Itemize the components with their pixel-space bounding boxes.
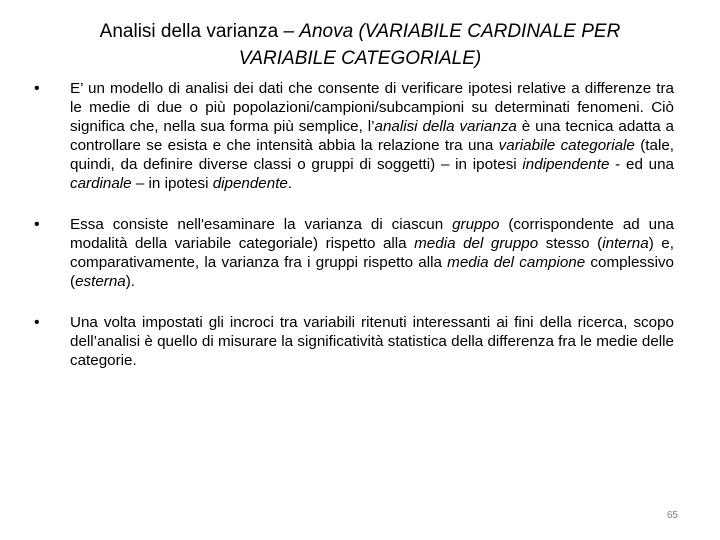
bullet-marker: •	[34, 216, 40, 233]
slide-title-part1: Analisi della varianza –	[99, 21, 300, 42]
bullet-text-segment: complessivo (	[70, 254, 674, 290]
bullet-text	[70, 215, 674, 291]
bullet-marker: •	[34, 80, 40, 97]
bullet-text-segment: Una volta impostati gli incroci tra variabili ritenuti interessanti ai fini della ricerca, scopo dell’analisi è quello di misurare la significatività statistica della differenza fra le medie delle categorie.	[70, 314, 674, 369]
bullet-text-segment: ) e, comparativamente, la varianza fra i gruppi rispetto alla	[70, 235, 674, 271]
bullet-text-segment: esterna	[75, 273, 126, 290]
bullet-text-segment: interna	[602, 235, 649, 252]
bullet-text	[70, 313, 674, 370]
bullet-text-segment: indipendente	[522, 156, 610, 173]
bullet-text-segment: – in ipotesi	[131, 175, 213, 192]
bullet-text-segment: analisi della varianza	[374, 118, 517, 135]
bullet-text-segment: E’ un modello di analisi dei dati che consente di verificare ipotesi relative a differenze tra le medie di due o più popolazioni/campioni/subcampioni su determinati fenomeni. Ciò significa che, nella sua forma più semplice, l’	[70, 80, 674, 135]
bullet-text-segment: Essa consiste nell'esaminare la varianza di ciascun	[70, 216, 453, 233]
bullet-text-segment: - ed una	[609, 156, 674, 173]
bullet-text-segment: ).	[125, 273, 136, 290]
bullet-text-segment: media del gruppo	[414, 235, 539, 252]
slide-title	[60, 18, 660, 72]
bullet-item	[34, 79, 674, 193]
bullet-text-segment: variabile categoriale	[498, 137, 635, 154]
slide-body	[34, 79, 674, 392]
bullet-text-segment: (corrispondente ad una modalità della variabile categoriale) rispetto alla	[70, 216, 675, 252]
slide-title-part2: Anova (VARIABILE CARDINALE PER VARIABILE CATEGORIALE)	[238, 21, 621, 69]
bullet-text-segment: (tale, quindi, da definire diverse classi o gruppi di soggetti) – in ipotesi	[70, 137, 675, 173]
bullet-marker: •	[34, 314, 40, 331]
page-number: 65	[666, 510, 678, 521]
bullet-item	[34, 215, 674, 291]
bullet-text-segment: è una tecnica adatta a controllare se esista e che intensità abbia la relazione tra una	[70, 118, 674, 154]
bullet-text-segment: .	[287, 175, 293, 192]
bullet-item	[34, 313, 674, 370]
bullet-text	[70, 79, 674, 193]
bullet-text-segment: stesso (	[538, 235, 603, 252]
bullet-text-segment: media del campione	[447, 254, 586, 271]
bullet-text-segment: cardinale	[70, 175, 132, 192]
bullet-text-segment: dipendente	[212, 175, 288, 192]
bullet-text-segment: gruppo	[452, 216, 500, 233]
